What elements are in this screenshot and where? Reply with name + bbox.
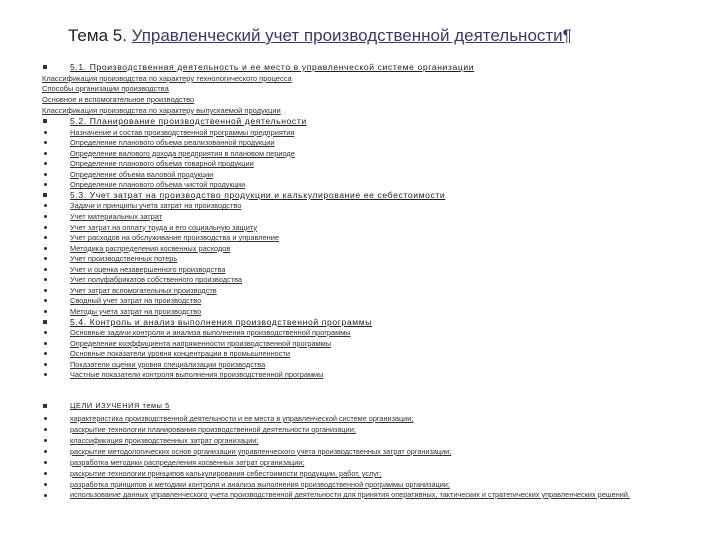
- goal-item-text[interactable]: раскрытие методологических основ организации управленческого учета производственных затрат организации;: [70, 447, 452, 456]
- list-item-text[interactable]: Сводный учет затрат на производство: [70, 296, 202, 306]
- bullet-icon: [43, 193, 47, 197]
- list-item[interactable]: [44, 296, 690, 306]
- topic-line[interactable]: Классификация производства по характеру технологического процесса: [42, 74, 292, 83]
- list-item-text[interactable]: Основные показатели уровня концентрации в промышленности: [70, 349, 290, 359]
- bullet-icon: [44, 204, 47, 207]
- bullet-icon: [44, 342, 47, 345]
- bullet-icon: [44, 247, 47, 250]
- bullet-icon: [44, 236, 47, 239]
- section-heading-text[interactable]: 5.4. Контроль и анализ выполнения производственной программы: [70, 316, 373, 327]
- goal-item-text[interactable]: разработка принципов и методики контроля и анализа выполнения производственной программы организации;: [70, 480, 450, 489]
- list-item[interactable]: [44, 223, 690, 233]
- bullet-icon: [44, 257, 47, 260]
- list-item-text[interactable]: Определение планового объема реализованной продукции: [70, 138, 275, 148]
- bullet-icon: [43, 404, 47, 408]
- section-heading-text[interactable]: 5.3. Учет затрат на производство продукции и калькулирование ее себестоимости: [70, 189, 446, 200]
- list-item[interactable]: [44, 307, 690, 317]
- list-item-text[interactable]: Учет и оценка незавершенного производства: [70, 264, 226, 274]
- goal-item-text[interactable]: раскрытие технологии принципов калькулирования себестоимости продукции, работ, услуг;: [70, 469, 382, 478]
- goal-item-text[interactable]: характеристика производственной деятельности и ее места в управленческой системе организации;: [70, 414, 414, 423]
- bullet-icon: [43, 119, 47, 123]
- bullet-icon: [44, 183, 47, 186]
- bullet-icon: [43, 320, 47, 324]
- goal-item-text[interactable]: классификация производственных затрат организации;: [70, 436, 259, 445]
- bullet-icon: [44, 472, 47, 475]
- topic-line[interactable]: Классификация производства по характеру выпускаемой продукции: [42, 106, 281, 115]
- list-item-text[interactable]: Определение объема валовой продукции: [70, 169, 214, 179]
- list-item-text[interactable]: Задачи и принципы учета затрат на производство: [70, 201, 242, 211]
- list-item[interactable]: [44, 201, 690, 211]
- bullet-icon: [44, 215, 47, 218]
- list-item-text[interactable]: Назначение и состав производственной программы предприятия: [70, 127, 295, 137]
- section-heading[interactable]: [44, 191, 690, 201]
- bullet-icon: [44, 373, 47, 376]
- bullet-icon: [43, 65, 47, 69]
- title-link[interactable]: Управленческий учет производственной деятельности¶: [131, 26, 572, 45]
- list-item[interactable]: [44, 159, 690, 169]
- list-item-text[interactable]: Учет полуфабрикатов собственного производства: [70, 275, 243, 285]
- list-item[interactable]: [44, 275, 690, 285]
- bullet-icon: [44, 331, 47, 334]
- bullet-icon: [44, 152, 47, 155]
- list-item-text[interactable]: Учет затрат на оплату труда и его социальную защиту: [70, 222, 257, 232]
- bullet-icon: [44, 226, 47, 229]
- bullet-icon: [44, 439, 47, 442]
- bullet-icon: [44, 450, 47, 453]
- list-item-text[interactable]: Основные задачи контроля и анализа выполнения производственной программы: [70, 328, 351, 337]
- section-heading-text[interactable]: 5.2. Планирование производственной деятельности: [70, 116, 307, 126]
- section-heading[interactable]: [44, 318, 690, 328]
- topic-line[interactable]: Способы организации производства: [42, 84, 169, 93]
- bullet-icon: [44, 494, 47, 497]
- bullet-icon: [44, 352, 47, 355]
- bullet-icon: [44, 173, 47, 176]
- bullet-icon: [44, 363, 47, 366]
- goal-item-text[interactable]: раскрытие технологии планирования производственной деятельности организации;: [70, 425, 356, 434]
- bullet-icon: [44, 299, 47, 302]
- list-item[interactable]: [44, 128, 690, 138]
- list-item[interactable]: [44, 138, 690, 148]
- list-item[interactable]: [44, 328, 690, 338]
- bullet-icon: [44, 289, 47, 292]
- list-item[interactable]: [44, 149, 690, 159]
- goals-heading-text[interactable]: ЦЕЛИ ИЗУЧЕНИЯ темы 5: [70, 401, 170, 410]
- list-item[interactable]: [44, 360, 690, 370]
- section-heading-text[interactable]: 5.1. Производственная деятельность и ее место в управленческой системе организации: [70, 62, 475, 72]
- list-item[interactable]: [44, 286, 690, 296]
- list-item-text[interactable]: Показатели оценки уровня специализации производства: [70, 359, 266, 369]
- list-item[interactable]: [44, 244, 690, 254]
- list-item-text[interactable]: Учет расходов на обслуживание производства и управление: [70, 233, 279, 243]
- bullet-icon: [44, 417, 47, 420]
- list-item[interactable]: [44, 339, 690, 349]
- list-item[interactable]: [44, 180, 690, 190]
- list-item[interactable]: [44, 212, 690, 222]
- list-item-text[interactable]: Определение валового дохода предприятия в плановом периоде: [70, 148, 295, 158]
- list-item-text[interactable]: Определение планового объема товарной продукции: [70, 159, 254, 169]
- bullet-icon: [44, 428, 47, 431]
- bullet-icon: [44, 461, 47, 464]
- list-item[interactable]: [44, 370, 690, 380]
- section-heading[interactable]: [44, 117, 690, 127]
- bullet-icon: [44, 268, 47, 271]
- page-title: [68, 26, 572, 46]
- bullet-icon: [44, 131, 47, 134]
- topic-line[interactable]: Основное и вспомогательное производство: [42, 95, 195, 104]
- bullet-icon: [44, 162, 47, 165]
- list-item-text[interactable]: Учет материальных затрат: [70, 211, 163, 221]
- list-item-text[interactable]: Определение коэффициента напряженности производственной программы: [70, 338, 332, 348]
- bullet-icon: [44, 483, 47, 486]
- list-item[interactable]: [44, 233, 690, 243]
- list-item-text[interactable]: Методика распределения косвенных расходов: [70, 243, 231, 253]
- list-item-text[interactable]: Методы учета затрат на производство: [70, 306, 202, 316]
- list-item[interactable]: [44, 349, 690, 359]
- title-prefix: Тема 5.: [68, 26, 132, 45]
- list-item-text[interactable]: Учет производственных потерь: [70, 254, 178, 264]
- list-item[interactable]: [44, 265, 690, 275]
- list-item-text[interactable]: Определение планового объема чистой продукции: [70, 180, 246, 190]
- bullet-icon: [44, 310, 47, 313]
- list-item[interactable]: [44, 170, 690, 180]
- list-item-text[interactable]: Частные показатели контроля выполнения производственной программы: [70, 370, 324, 380]
- bullet-icon: [44, 141, 47, 144]
- goal-item-text[interactable]: разработка методики распределения косвенных затрат организации;: [70, 458, 305, 467]
- bullet-icon: [44, 278, 47, 281]
- list-item[interactable]: [44, 254, 690, 264]
- goal-item-text[interactable]: использование данных управленческого учета производственной деятельности для принятия оперативных, тактических и стратегических управленческих решений.: [70, 490, 630, 499]
- section-heading-1[interactable]: [44, 63, 690, 73]
- list-item-text[interactable]: Учет затрат вспомогательных производств: [70, 285, 217, 295]
